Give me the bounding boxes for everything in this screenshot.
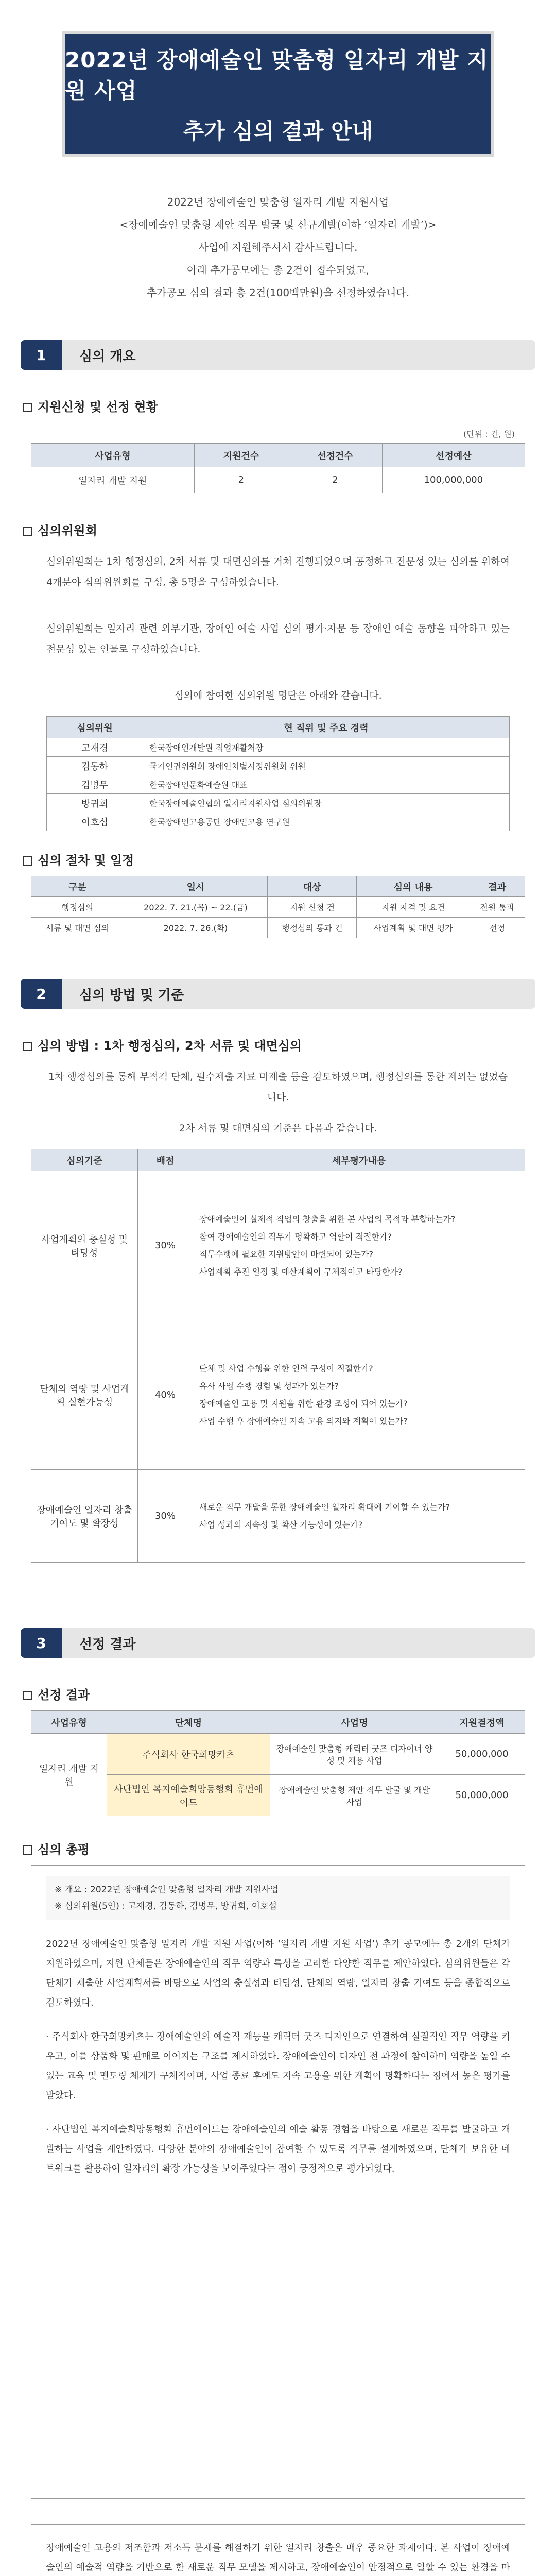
section-title: 심의 방법 및 기준 bbox=[79, 987, 184, 1003]
table-row bbox=[31, 897, 525, 918]
intro-line: 추가공모 심의 결과 총 2건(100백만원)을 선정하였습니다. bbox=[146, 286, 410, 299]
table-cell: 행정심의 통과 건 bbox=[268, 918, 357, 938]
table-cell: 사업계획의 충실성 및 타당성 bbox=[31, 1171, 138, 1320]
schedule-table bbox=[31, 876, 525, 938]
intro-text bbox=[72, 191, 484, 304]
intro-line: 2022년 장애예술인 맞춤형 일자리 개발 지원사업 bbox=[167, 196, 389, 208]
method-paragraph-1: 1차 행정심의를 통해 부적격 단체, 필수제출 자료 미제출 등을 검토하였으며, 행정심의를 통한 제외는 없었습니다. bbox=[48, 1071, 508, 1103]
table-header: 세부평가내용 bbox=[193, 1149, 525, 1171]
table-cell: 40% bbox=[138, 1320, 193, 1470]
table-header: 심의기준 bbox=[31, 1149, 138, 1171]
subheading-text: 심의 총평 bbox=[38, 1842, 90, 1857]
table-cell: 사업계획 및 대면 평가 bbox=[357, 918, 470, 938]
table-cell: 방귀희 bbox=[47, 794, 143, 812]
table-cell: 선정 bbox=[470, 918, 525, 938]
table-header: 사업유형 bbox=[31, 444, 195, 467]
committee-table bbox=[46, 716, 510, 831]
table-cell: 지원 신청 건 bbox=[268, 897, 357, 918]
committee-paragraph-1: 심의위원회는 1차 행정심의, 2차 서류 및 대면심의를 거쳐 진행되었으며 공정하고 전문성 있는 심의를 위하여 4개분야 심의위원회를 구성, 총 5명을 구성하였습니다. bbox=[46, 556, 510, 588]
square-bullet-icon bbox=[23, 1845, 32, 1855]
subheading-review bbox=[23, 1839, 90, 1857]
subheading-method bbox=[23, 1036, 302, 1054]
section-header-2 bbox=[21, 979, 535, 1009]
table-cell: 전원 통과 bbox=[470, 897, 525, 918]
method-paragraph-2: 2차 서류 및 대면심의 기준은 다음과 같습니다. bbox=[179, 1123, 377, 1134]
intro-line: <장애예술인 맞춤형 제안 직무 발굴 및 신규개발(이하 ‘일자리 개발’)> bbox=[119, 218, 437, 231]
closing-paragraph: 장애예술인 고용의 저조함과 저소득 문제를 해결하기 위한 일자리 창출은 매우 중요한 과제이다. 본 사업이 장애예술인의 예술적 역량을 기반으로 한 새로운 직무 모델을 제시하고, 장애예술인이 안정적으로 일할 수 있는 환경을 마 bbox=[46, 2543, 510, 2573]
table-cell: 단체의 역량 및 사업계획 실현가능성 bbox=[31, 1320, 138, 1470]
review-paragraph: · 사단법인 복지예술희망동행회 휴먼에이드는 장애예술인의 예술 활동 경험을 바탕으로 새로운 직무를 발굴하고 개발하는 사업을 제안하였다. 다양한 분야의 장애예술인이 참여할 수 있도록 직무를 설계하였으며, 단체가 보유한 네트워크를 활용하여 일자리의 확장 가능성을 보여주었다는 점이 긍정적으로 평가되었다. bbox=[46, 2124, 510, 2174]
subheading-text: 지원신청 및 선정 현황 bbox=[38, 400, 158, 414]
table-unit: (단위 : 건, 원) bbox=[463, 429, 515, 439]
table-cell: 행정심의 bbox=[31, 897, 124, 918]
table-row bbox=[47, 738, 510, 757]
table-row bbox=[47, 812, 510, 831]
table-header: 일시 bbox=[124, 876, 268, 897]
table-cell: 이호섭 bbox=[47, 812, 143, 831]
committee-paragraph-3: 심의에 참여한 심의위원 명단은 아래와 같습니다. bbox=[174, 690, 382, 701]
table-header: 단체명 bbox=[107, 1711, 270, 1734]
application-status-table bbox=[31, 443, 525, 493]
subheading-text: 선정 결과 bbox=[38, 1688, 90, 1702]
table-cell: 일자리 개발 지원 bbox=[31, 467, 195, 493]
table-header: 선정건수 bbox=[288, 444, 383, 467]
table-header: 구분 bbox=[31, 876, 124, 897]
review-box bbox=[31, 1865, 525, 2499]
table-cell: 2 bbox=[194, 467, 288, 493]
review-paragraph: · 주식회사 한국희망카츠는 장애예술인의 예술적 재능을 캐릭터 굿즈 디자인으로 연결하여 실질적인 직무 역량을 키우고, 이를 상품화 및 판매로 이어지는 구조를 제시하였다. 장애예술인이 디자인 전 과정에 참여하며 역량을 높일 수 있는 교육 및 멘토링 체계가 구체적이며, 사업 종료 후에도 지속 고용을 위한 계획이 명확하다는 점에서 높은 평가를 받았다. bbox=[46, 2031, 510, 2101]
table-row bbox=[47, 775, 510, 794]
page-subtitle: 추가 심의 결과 안내 bbox=[183, 118, 373, 144]
table-cell: 한국장애인문화예술원 대표 bbox=[143, 775, 510, 794]
table-header: 배점 bbox=[138, 1149, 193, 1171]
subheading-text: 심의 절차 및 일정 bbox=[38, 853, 134, 868]
closing-box bbox=[31, 2524, 525, 2576]
square-bullet-icon bbox=[23, 1042, 32, 1051]
table-cell: 50,000,000 bbox=[439, 1734, 525, 1775]
table-row bbox=[31, 1171, 525, 1320]
subheading-result bbox=[23, 1685, 90, 1703]
table-cell: 일자리 개발 지원 bbox=[31, 1734, 107, 1816]
intro-line: 사업에 지원해주셔서 감사드립니다. bbox=[198, 241, 358, 253]
table-header: 심의위원 bbox=[47, 717, 143, 738]
criteria-table bbox=[31, 1149, 525, 1563]
table-cell: 단체 및 사업 수행을 위한 인력 구성이 적절한가? 유사 사업 수행 경험 및 성과가 있는가? 장애예술인 고용 및 지원을 위한 환경 조성이 되어 있는가? 사업 수행 후 장애예술인 지속 고용 의지와 계획이 있는가? bbox=[193, 1320, 525, 1470]
table-cell: 50,000,000 bbox=[439, 1775, 525, 1816]
table-cell: 김병무 bbox=[47, 775, 143, 794]
table-cell: 지원 자격 및 요건 bbox=[357, 897, 470, 918]
table-cell: 장애예술인 맞춤형 캐릭터 굿즈 디자이너 양성 및 채용 사업 bbox=[270, 1734, 439, 1775]
table-header: 현 직위 및 주요 경력 bbox=[143, 717, 510, 738]
table-header: 심의 내용 bbox=[357, 876, 470, 897]
section-header-1 bbox=[21, 340, 535, 370]
review-meta-line: ※ 심의위원(5인) : 고재경, 김동하, 김병무, 방귀희, 이호섭 bbox=[55, 1901, 277, 1911]
square-bullet-icon bbox=[23, 856, 32, 866]
table-header: 사업명 bbox=[270, 1711, 439, 1734]
section-title: 선정 결과 bbox=[79, 1636, 136, 1652]
table-header: 결과 bbox=[470, 876, 525, 897]
table-cell: 새로운 직무 개발을 통한 장애예술인 일자리 확대에 기여할 수 있는가? 사업 성과의 지속성 및 확산 가능성이 있는가? bbox=[193, 1470, 525, 1563]
intro-line: 아래 추가공모에는 총 2건이 접수되었고, bbox=[187, 264, 369, 276]
subheading-text: 심의 방법 : 1차 행정심의, 2차 서류 및 대면심의 bbox=[38, 1039, 302, 1053]
table-row bbox=[31, 1470, 525, 1563]
table-row bbox=[31, 1734, 525, 1775]
table-cell: 30% bbox=[138, 1171, 193, 1320]
subheading-schedule bbox=[23, 850, 134, 868]
result-table bbox=[31, 1710, 525, 1816]
square-bullet-icon bbox=[23, 403, 32, 412]
table-cell: 30% bbox=[138, 1470, 193, 1563]
table-row bbox=[31, 467, 525, 493]
table-cell: 한국장애인고용공단 장애인고용 연구원 bbox=[143, 812, 510, 831]
table-cell: 100,000,000 bbox=[382, 467, 525, 493]
square-bullet-icon bbox=[23, 1691, 32, 1700]
review-paragraph: 2022년 장애예술인 맞춤형 일자리 개발 지원 사업(이하 ‘일자리 개발 지원 사업’) 추가 공모에는 총 2개의 단체가 지원하였으며, 지원 단체들은 장애예술인의 직무 역량과 특성을 고려한 다양한 직무를 제안하였다. 심의위원들은 각 단체가 제출한 사업계획서를 바탕으로 사업의 충실성과 타당성, 단체의 역량, 일자리 창출 기여도 등을 종합적으로 검토하였다. bbox=[46, 1939, 510, 2008]
table-cell: 2 bbox=[288, 467, 383, 493]
table-cell: 사단법인 복지예술희망동행회 휴먼에이드 bbox=[107, 1775, 270, 1816]
committee-paragraph-2: 심의위원회는 일자리 관련 외부기관, 장애인 예술 사업 심의 평가·자문 등 장애인 예술 동향을 파악하고 있는 전문성 있는 인물로 구성하였습니다. bbox=[46, 623, 510, 655]
section-number: 3 bbox=[21, 1628, 62, 1658]
subheading-committee bbox=[23, 520, 97, 538]
table-row bbox=[31, 1320, 525, 1470]
subheading-application-status bbox=[23, 397, 158, 415]
section-number: 1 bbox=[21, 340, 62, 370]
table-cell: 한국장애예술인협회 일자리지원사업 심의위원장 bbox=[143, 794, 510, 812]
section-title: 심의 개요 bbox=[79, 348, 136, 364]
section-header-3 bbox=[21, 1628, 535, 1658]
review-meta bbox=[46, 1876, 510, 1920]
table-header: 대상 bbox=[268, 876, 357, 897]
table-cell: 2022. 7. 21.(목) ~ 22.(금) bbox=[124, 897, 268, 918]
table-header: 지원건수 bbox=[194, 444, 288, 467]
subheading-text: 심의위원회 bbox=[38, 523, 97, 538]
table-row bbox=[31, 918, 525, 938]
page-title: 2022년 장애예술인 맞춤형 일자리 개발 지원 사업 bbox=[65, 47, 489, 104]
table-cell: 고재경 bbox=[47, 738, 143, 757]
table-cell: 주식회사 한국희망카츠 bbox=[107, 1734, 270, 1775]
section-number: 2 bbox=[21, 979, 62, 1009]
table-cell: 국가인권위원회 장애인차별시정위원회 위원 bbox=[143, 757, 510, 775]
table-cell: 장애예술인이 실제적 직업의 창출을 위한 본 사업의 목적과 부합하는가? 참여 장애예술인의 직무가 명확하고 역할이 적절한가? 직무수행에 필요한 지원방안이 마련되어 있는가? 사업계획 추진 일정 및 예산계획이 구체적이고 타당한가? bbox=[193, 1171, 525, 1320]
table-row bbox=[47, 794, 510, 812]
square-bullet-icon bbox=[23, 527, 32, 536]
table-header: 지원결정액 bbox=[439, 1711, 525, 1734]
table-cell: 장애예술인 맞춤형 제안 직무 발굴 및 개발 사업 bbox=[270, 1775, 439, 1816]
table-row bbox=[47, 757, 510, 775]
table-cell: 서류 및 대면 심의 bbox=[31, 918, 124, 938]
table-header: 사업유형 bbox=[31, 1711, 107, 1734]
title-banner bbox=[62, 31, 494, 157]
table-header: 선정예산 bbox=[382, 444, 525, 467]
table-cell: 2022. 7. 26.(화) bbox=[124, 918, 268, 938]
table-cell: 한국장애인개발원 직업재활처장 bbox=[143, 738, 510, 757]
review-meta-line: ※ 개요 : 2022년 장애예술인 맞춤형 일자리 개발 지원사업 bbox=[55, 1885, 279, 1895]
table-cell: 장애예술인 일자리 창출 기여도 및 확장성 bbox=[31, 1470, 138, 1563]
table-cell: 김동하 bbox=[47, 757, 143, 775]
